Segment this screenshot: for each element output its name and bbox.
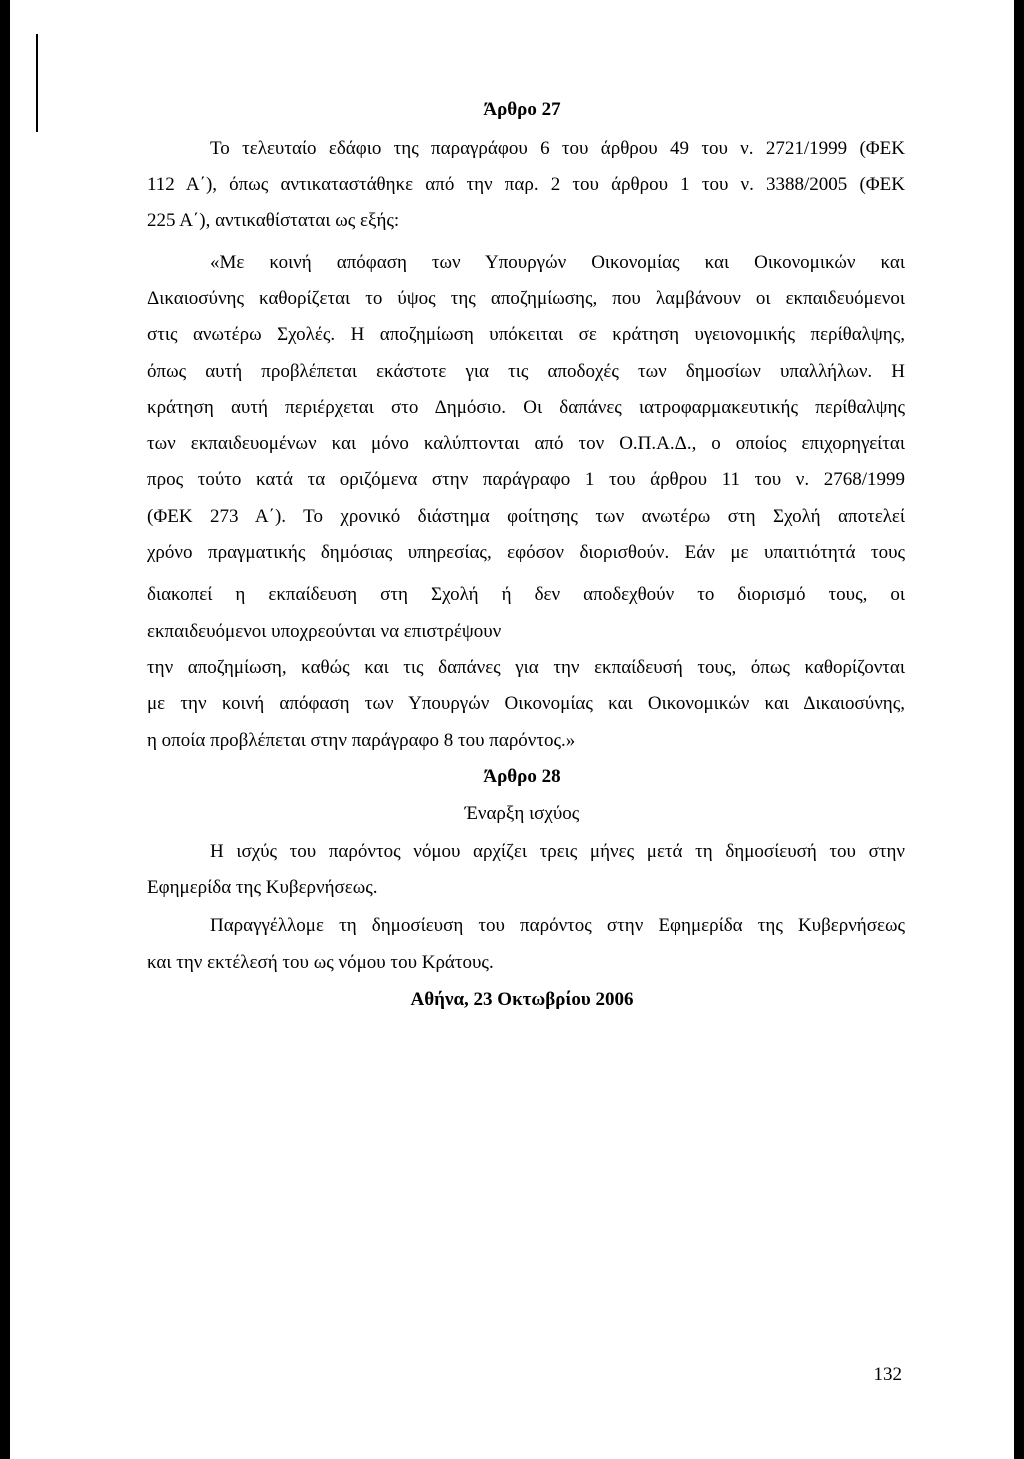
article-27-line: με την κοινή απόφαση των Υπουργών Οικονομίας και Οικονομικών και Δικαιοσύνης, [147, 693, 905, 714]
article-27-line: εκπαιδευόμενοι υποχρεούνται να επιστρέψουν [147, 621, 502, 642]
article-27-line: Το τελευταίο εδάφιο της παραγράφου 6 του άρθρου 49 του ν. 2721/1999 (ΦΕΚ [210, 138, 905, 159]
article-27-line: των εκπαιδευομένων και μόνο καλύπτονται από τον Ο.Π.Α.Δ., ο οποίος επιχορηγείται [147, 433, 905, 454]
article-27-line: χρόνο πραγματικής δημόσιας υπηρεσίας, εφόσον διορισθούν. Εάν με υπαιτιότητά τους [147, 542, 905, 563]
article-27-line: στις ανωτέρω Σχολές. Η αποζημίωση υπόκειται σε κράτηση υγειονομικής περίθαλψης, [147, 324, 905, 345]
article-28-line: Εφημερίδα της Κυβερνήσεως. [147, 877, 378, 898]
article-27-line: Δικαιοσύνης καθορίζεται το ύψος της αποζημίωσης, που λαμβάνουν οι εκπαιδευόμενοι [147, 288, 905, 309]
article-28-subheading: Έναρξη ισχύος [464, 803, 580, 824]
article-28-line: Παραγγέλλομε τη δημοσίευση του παρόντος στην Εφημερίδα της Κυβερνήσεως [210, 915, 905, 936]
article-27-heading: Άρθρο 27 [483, 99, 561, 120]
article-27-line: (ΦΕΚ 273 Α΄). Το χρονικό διάστημα φοίτησης των ανωτέρω στη Σχολή αποτελεί [147, 506, 905, 527]
page-number: 132 [873, 1364, 902, 1385]
article-28-line: Η ισχύς του παρόντος νόμου αρχίζει τρεις μήνες μετά τη δημοσίευσή του στην [210, 841, 905, 862]
article-27-line: διακοπεί η εκπαίδευση στη Σχολή ή δεν αποδεχθούν το διορισμό τους, οι [147, 584, 905, 605]
margin-scan-line [36, 34, 38, 132]
article-27-line: «Με κοινή απόφαση των Υπουργών Οικονομίας και Οικονομικών και [210, 252, 905, 273]
article-27-line: προς τούτο κατά τα οριζόμενα στην παράγραφο 1 του άρθρου 11 του ν. 2768/1999 [147, 469, 905, 490]
article-27-line: η οποία προβλέπεται στην παράγραφο 8 του παρόντος.» [147, 730, 576, 751]
article-28-line: και την εκτέλεσή του ως νόμου του Κράτους. [147, 952, 494, 973]
document-page [10, 0, 1014, 1459]
article-27-line: την αποζημίωση, καθώς και τις δαπάνες για την εκπαίδευσή τους, όπως καθορίζονται [147, 657, 905, 678]
article-27-line: 112 Α΄), όπως αντικαταστάθηκε από την παρ. 2 του άρθρου 1 του ν. 3388/2005 (ΦΕΚ [147, 174, 905, 195]
article-28-heading: Άρθρο 28 [483, 766, 561, 787]
article-27-line: 225 Α΄), αντικαθίσταται ως εξής: [147, 210, 400, 231]
article-27-line: κράτηση αυτή περιέρχεται στο Δημόσιο. Οι δαπάνες ιατροφαρμακευτικής περίθαλψης [147, 397, 905, 418]
article-27-line: όπως αυτή προβλέπεται εκάστοτε για τις αποδοχές των δημοσίων υπαλλήλων. Η [147, 361, 905, 382]
signature-date: Αθήνα, 23 Οκτωβρίου 2006 [410, 989, 634, 1010]
